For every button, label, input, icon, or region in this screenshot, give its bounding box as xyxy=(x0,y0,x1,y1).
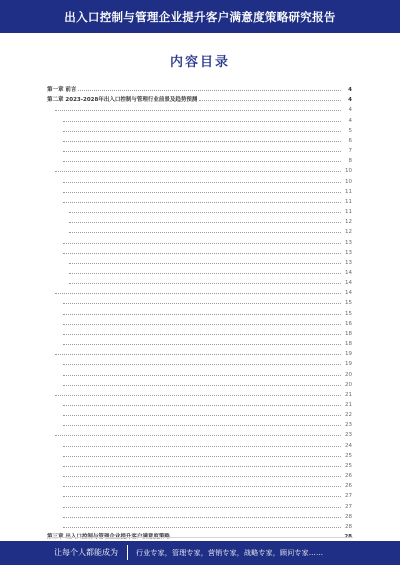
toc-entry[interactable] xyxy=(47,327,352,337)
toc-entry[interactable] xyxy=(47,418,352,428)
footer-tagline: 行业专家，管理专家，营销专家，战略专家，顾问专家…… xyxy=(136,549,324,557)
toc-dot-leader xyxy=(55,354,341,355)
toc-page-number: 25 xyxy=(345,462,352,469)
toc-page-number: 7 xyxy=(348,148,352,155)
toc-dot-leader xyxy=(63,517,341,518)
toc-entry[interactable] xyxy=(47,215,352,225)
toc-entry[interactable] xyxy=(47,428,352,438)
toc-entry[interactable] xyxy=(47,195,352,205)
toc-page-number: 21 xyxy=(345,402,352,408)
toc-page-number: 4 xyxy=(348,97,352,104)
toc-dot-leader xyxy=(55,171,341,172)
toc-dot-leader xyxy=(55,395,341,396)
toc-entry[interactable] xyxy=(47,266,352,276)
toc-dot-leader xyxy=(199,100,341,101)
toc-page-number: 20 xyxy=(345,371,352,378)
toc-dot-leader xyxy=(78,90,341,91)
toc-page-number: 19 xyxy=(345,351,352,358)
toc-heading: 内容目录 xyxy=(169,55,230,70)
toc-page-number: 16 xyxy=(345,320,352,327)
toc-entry[interactable] xyxy=(47,164,352,174)
toc-entry[interactable] xyxy=(47,408,352,418)
footer-separator xyxy=(127,545,128,560)
toc-entry[interactable] xyxy=(47,205,352,215)
toc-entry[interactable] xyxy=(47,317,352,327)
footer-divider-line xyxy=(47,537,353,538)
toc-entry[interactable] xyxy=(47,256,352,266)
toc-dot-leader xyxy=(63,314,341,315)
toc-entry[interactable] xyxy=(47,357,352,367)
toc-dot-leader xyxy=(55,293,341,294)
toc-entry[interactable] xyxy=(47,367,352,377)
toc-page-number: 18 xyxy=(345,341,352,348)
toc-page-number: 10 xyxy=(345,178,352,185)
toc-entry[interactable] xyxy=(47,174,352,184)
toc-entry-label: 第二章 2023-2028年出入口控制与管理行业前景及趋势预测 xyxy=(47,97,198,104)
toc-dot-leader xyxy=(63,466,341,467)
toc-page-number: 15 xyxy=(345,310,352,317)
toc-page-number: 13 xyxy=(345,249,352,256)
toc-page-number: 23 xyxy=(345,432,352,439)
toc-dot-leader xyxy=(63,375,341,376)
toc-dot-leader xyxy=(55,110,341,111)
toc-dot-leader xyxy=(63,527,341,528)
toc-entry[interactable] xyxy=(47,185,352,195)
toc-page-number: 19 xyxy=(345,361,352,368)
toc-entry[interactable] xyxy=(47,449,352,459)
toc-page-number: 21 xyxy=(345,391,352,398)
toc-dot-leader xyxy=(63,324,341,325)
toc-dot-leader xyxy=(63,334,341,335)
toc-page-number: 14 xyxy=(345,290,352,297)
toc-page-number: 8 xyxy=(348,158,352,165)
toc-dot-leader xyxy=(63,456,341,457)
toc-page-number: 11 xyxy=(345,198,352,205)
toc-entry[interactable] xyxy=(47,286,352,296)
toc-entry[interactable] xyxy=(47,378,352,388)
toc-entry[interactable] xyxy=(47,499,352,509)
toc-page-number: 28 xyxy=(345,523,352,530)
report-title: 出入口控制与管理企业提升客户满意度策略研究报告 xyxy=(64,9,336,24)
toc-dot-leader xyxy=(63,131,341,132)
toc-entry[interactable] xyxy=(47,306,352,316)
toc-dot-leader xyxy=(63,253,341,254)
toc-page-number: 28 xyxy=(345,513,352,520)
toc-entry[interactable] xyxy=(47,113,352,123)
toc-dot-leader xyxy=(63,161,341,162)
toc-page-number: 22 xyxy=(345,412,352,419)
toc-page-number: 24 xyxy=(345,442,352,449)
toc-entry[interactable] xyxy=(47,93,352,103)
toc-page-number: 14 xyxy=(345,269,352,276)
toc-page-number: 11 xyxy=(345,188,352,195)
footer-slogan: 让每个人都能成为 xyxy=(54,548,118,557)
toc-page-number: 4 xyxy=(348,107,352,114)
toc-dot-leader xyxy=(63,344,341,345)
toc-dot-leader xyxy=(63,151,341,152)
toc-page-number: 18 xyxy=(345,330,352,337)
toc-dot-leader xyxy=(63,192,341,193)
toc-dot-leader xyxy=(69,232,341,233)
toc-dot-leader xyxy=(69,222,341,223)
toc-page-number: 27 xyxy=(345,493,352,500)
toc-dot-leader xyxy=(63,243,341,244)
toc-entry[interactable] xyxy=(47,398,352,408)
toc-dot-leader xyxy=(63,496,341,497)
toc-dot-leader xyxy=(63,385,341,386)
toc-entry[interactable] xyxy=(47,235,352,245)
toc-dot-leader xyxy=(55,435,341,436)
toc-dot-leader xyxy=(63,405,341,406)
toc-dot-leader xyxy=(63,303,341,304)
toc-entry[interactable] xyxy=(47,154,352,164)
toc-entry[interactable] xyxy=(47,438,352,448)
toc-dot-leader xyxy=(63,182,341,183)
toc-dot-leader xyxy=(63,446,341,447)
toc-page-number: 23 xyxy=(345,422,352,429)
toc-page-number: 26 xyxy=(345,483,352,490)
toc-entry[interactable] xyxy=(47,388,352,398)
toc-dot-leader xyxy=(63,141,341,142)
toc-dot-leader xyxy=(63,121,341,122)
table-of-contents xyxy=(47,83,352,540)
toc-entry[interactable] xyxy=(47,124,352,134)
toc-page-number: 14 xyxy=(345,280,352,287)
toc-dot-leader xyxy=(69,212,341,213)
toc-page-number: 11 xyxy=(345,209,352,216)
toc-page-number: 12 xyxy=(345,229,352,236)
toc-entry[interactable] xyxy=(47,520,352,530)
toc-page-number: 15 xyxy=(345,300,352,307)
toc-entry[interactable] xyxy=(47,510,352,520)
toc-entry[interactable] xyxy=(47,246,352,256)
toc-entry[interactable] xyxy=(47,337,352,347)
toc-page-number: 27 xyxy=(345,503,352,510)
toc-page-number: 5 xyxy=(348,127,352,134)
toc-entry[interactable] xyxy=(47,530,352,540)
toc-entry[interactable] xyxy=(47,144,352,154)
toc-dot-leader xyxy=(69,263,341,264)
toc-entry[interactable] xyxy=(47,296,352,306)
toc-page-number: 6 xyxy=(348,137,352,144)
toc-dot-leader xyxy=(63,486,341,487)
toc-dot-leader xyxy=(63,476,341,477)
toc-entry[interactable] xyxy=(47,83,352,93)
report-header-banner xyxy=(0,0,400,33)
toc-page-number: 10 xyxy=(345,168,352,175)
toc-entry[interactable] xyxy=(47,469,352,479)
toc-page-number: 4 xyxy=(348,117,352,124)
toc-page-number: 4 xyxy=(348,87,352,94)
toc-page-number: 20 xyxy=(345,381,352,388)
toc-dot-leader xyxy=(63,415,341,416)
toc-entry[interactable] xyxy=(47,276,352,286)
toc-dot-leader xyxy=(63,425,341,426)
toc-dot-leader xyxy=(69,273,341,274)
toc-page-number: 13 xyxy=(345,239,352,246)
toc-entry[interactable] xyxy=(47,459,352,469)
toc-page-number: 13 xyxy=(345,259,352,266)
toc-entry-label: 第一章 前言 xyxy=(47,87,77,94)
toc-entry[interactable] xyxy=(47,489,352,499)
toc-page-number: 25 xyxy=(345,452,352,459)
toc-dot-leader xyxy=(63,364,341,365)
toc-entry[interactable] xyxy=(47,479,352,489)
toc-dot-leader xyxy=(69,283,341,284)
toc-dot-leader xyxy=(63,507,341,508)
toc-dot-leader xyxy=(63,202,341,203)
toc-entry[interactable] xyxy=(47,225,352,235)
toc-entry[interactable] xyxy=(47,134,352,144)
toc-entry[interactable] xyxy=(47,103,352,113)
toc-entry[interactable] xyxy=(47,347,352,357)
toc-page-number: 12 xyxy=(345,219,352,226)
toc-page-number: 26 xyxy=(345,473,352,480)
